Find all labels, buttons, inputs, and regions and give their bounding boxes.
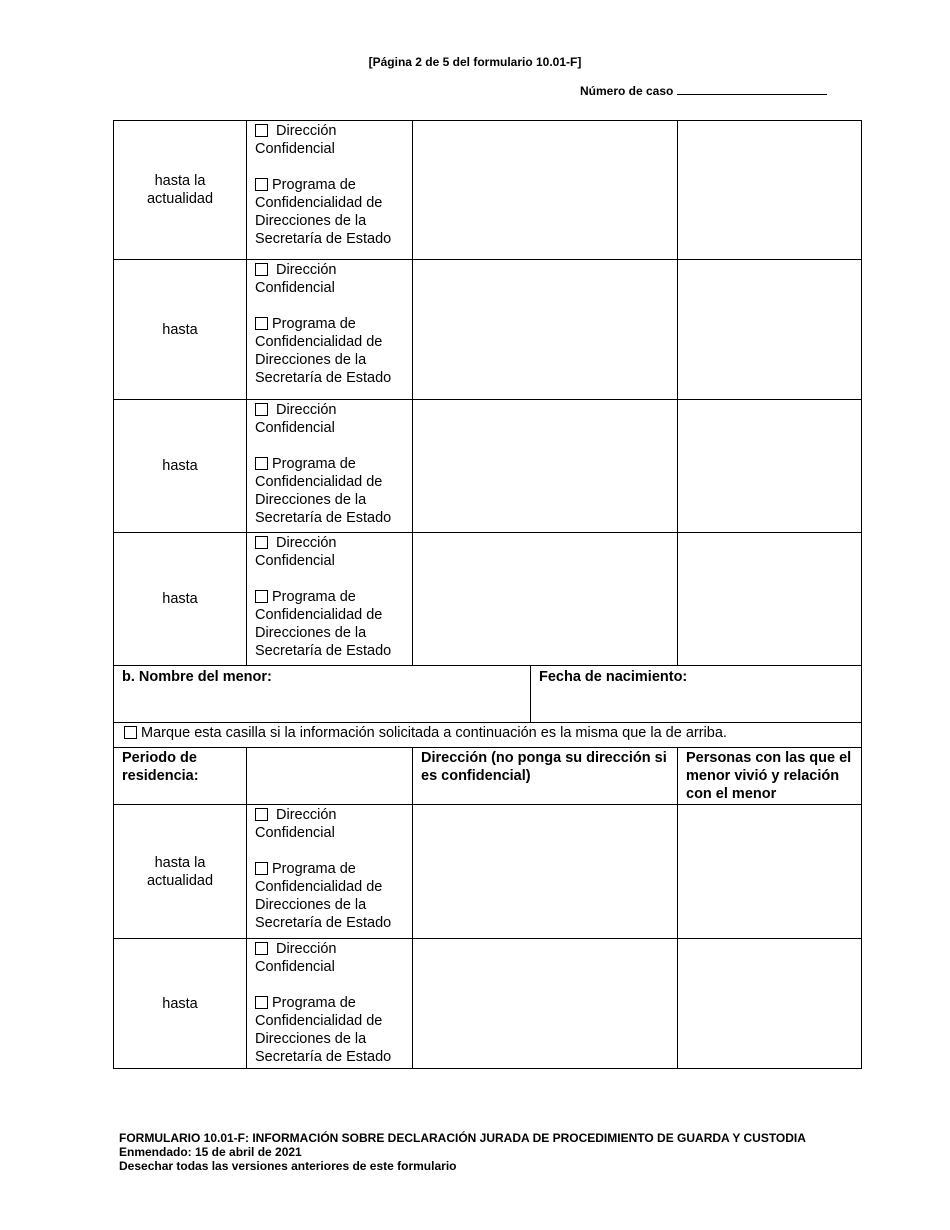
- address-options-cell: [247, 939, 413, 1069]
- residence-row: [114, 121, 862, 260]
- secretary-program-option[interactable]: Programa de Confidencialidad de Direcciones de la Secretaría de Estado: [255, 589, 392, 659]
- case-number: [580, 84, 827, 98]
- child-name-field[interactable]: [114, 666, 531, 723]
- secretary-program-checkbox[interactable]: [255, 996, 268, 1009]
- secretary-program-option[interactable]: Programa de Confidencialidad de Direcciones de la Secretaría de Estado: [255, 316, 392, 386]
- confidential-address-option[interactable]: Dirección Confidencial: [255, 941, 337, 975]
- page-footer: [119, 1131, 806, 1173]
- amended-date: Enmendado: 15 de abril de 2021: [119, 1145, 302, 1159]
- secretary-program-checkbox[interactable]: [255, 457, 268, 470]
- column-header-row: [114, 748, 862, 805]
- address-options-cell: [247, 805, 413, 939]
- persons-cell[interactable]: [678, 533, 862, 666]
- confidential-address-checkbox[interactable]: [255, 536, 268, 549]
- persons-cell[interactable]: [678, 805, 862, 939]
- period-cell[interactable]: hasta la actualidad: [114, 805, 247, 939]
- child-b-info-row: [114, 666, 862, 723]
- confidential-address-checkbox[interactable]: [255, 403, 268, 416]
- options-column-header: [247, 748, 413, 805]
- same-as-above-checkbox[interactable]: [124, 726, 137, 739]
- residence-row: [114, 400, 862, 533]
- period-cell[interactable]: hasta: [114, 400, 247, 533]
- birth-date-field[interactable]: [531, 666, 862, 723]
- address-cell[interactable]: [413, 939, 678, 1069]
- secretary-program-checkbox[interactable]: [255, 862, 268, 875]
- confidential-address-option[interactable]: Dirección Confidencial: [255, 123, 337, 157]
- persons-cell[interactable]: [678, 400, 862, 533]
- same-as-above-row: [114, 723, 862, 748]
- address-column-header: Dirección (no ponga su dirección si es confidencial): [413, 748, 678, 805]
- persons-cell[interactable]: [678, 260, 862, 400]
- secretary-program-option[interactable]: Programa de Confidencialidad de Direcciones de la Secretaría de Estado: [255, 177, 392, 247]
- address-options-cell: [247, 121, 413, 260]
- persons-cell[interactable]: [678, 121, 862, 260]
- address-options-cell: [247, 533, 413, 666]
- form-title: FORMULARIO 10.01-F: INFORMACIÓN SOBRE DECLARACIÓN JURADA DE PROCEDIMIENTO DE GUARDA Y CUSTODIA: [119, 1131, 806, 1145]
- confidential-address-option[interactable]: Dirección Confidencial: [255, 402, 337, 436]
- persons-cell[interactable]: [678, 939, 862, 1069]
- address-cell[interactable]: [413, 121, 678, 260]
- discard-notice: Desechar todas las versiones anteriores de este formulario: [119, 1159, 457, 1173]
- page-number-header: [Página 2 de 5 del formulario 10.01-F]: [368, 55, 582, 69]
- address-cell[interactable]: [413, 533, 678, 666]
- same-as-above-label: Marque esta casilla si la información solicitada a continuación es la misma que la de arriba.: [141, 725, 727, 741]
- secretary-program-checkbox[interactable]: [255, 178, 268, 191]
- confidential-address-checkbox[interactable]: [255, 808, 268, 821]
- address-cell[interactable]: [413, 260, 678, 400]
- residence-table: [113, 120, 862, 1069]
- residence-row: [114, 805, 862, 939]
- secretary-program-checkbox[interactable]: [255, 590, 268, 603]
- secretary-program-checkbox[interactable]: [255, 317, 268, 330]
- period-cell[interactable]: hasta: [114, 533, 247, 666]
- period-cell[interactable]: hasta la actualidad: [114, 121, 247, 260]
- address-cell[interactable]: [413, 805, 678, 939]
- period-cell[interactable]: hasta: [114, 939, 247, 1069]
- confidential-address-option[interactable]: Dirección Confidencial: [255, 535, 337, 569]
- persons-column-header: Personas con las que el menor vivió y relación con el menor: [678, 748, 862, 805]
- confidential-address-option[interactable]: Dirección Confidencial: [255, 807, 337, 841]
- residence-row: [114, 533, 862, 666]
- confidential-address-checkbox[interactable]: [255, 124, 268, 137]
- secretary-program-option[interactable]: Programa de Confidencialidad de Direcciones de la Secretaría de Estado: [255, 456, 392, 526]
- same-as-above-option[interactable]: [114, 723, 862, 748]
- residence-row: [114, 260, 862, 400]
- case-number-label: Número de caso: [580, 84, 674, 98]
- period-column-header: Periodo de residencia:: [114, 748, 247, 805]
- confidential-address-option[interactable]: Dirección Confidencial: [255, 262, 337, 296]
- residence-row: [114, 939, 862, 1069]
- secretary-program-option[interactable]: Programa de Confidencialidad de Direcciones de la Secretaría de Estado: [255, 861, 392, 931]
- confidential-address-checkbox[interactable]: [255, 942, 268, 955]
- address-cell[interactable]: [413, 400, 678, 533]
- secretary-program-option[interactable]: Programa de Confidencialidad de Direcciones de la Secretaría de Estado: [255, 995, 392, 1065]
- case-number-field[interactable]: [677, 84, 827, 95]
- birth-date-label: Fecha de nacimiento:: [539, 669, 688, 685]
- child-name-label: b. Nombre del menor:: [122, 669, 272, 685]
- address-options-cell: [247, 400, 413, 533]
- address-options-cell: [247, 260, 413, 400]
- period-cell[interactable]: hasta: [114, 260, 247, 400]
- confidential-address-checkbox[interactable]: [255, 263, 268, 276]
